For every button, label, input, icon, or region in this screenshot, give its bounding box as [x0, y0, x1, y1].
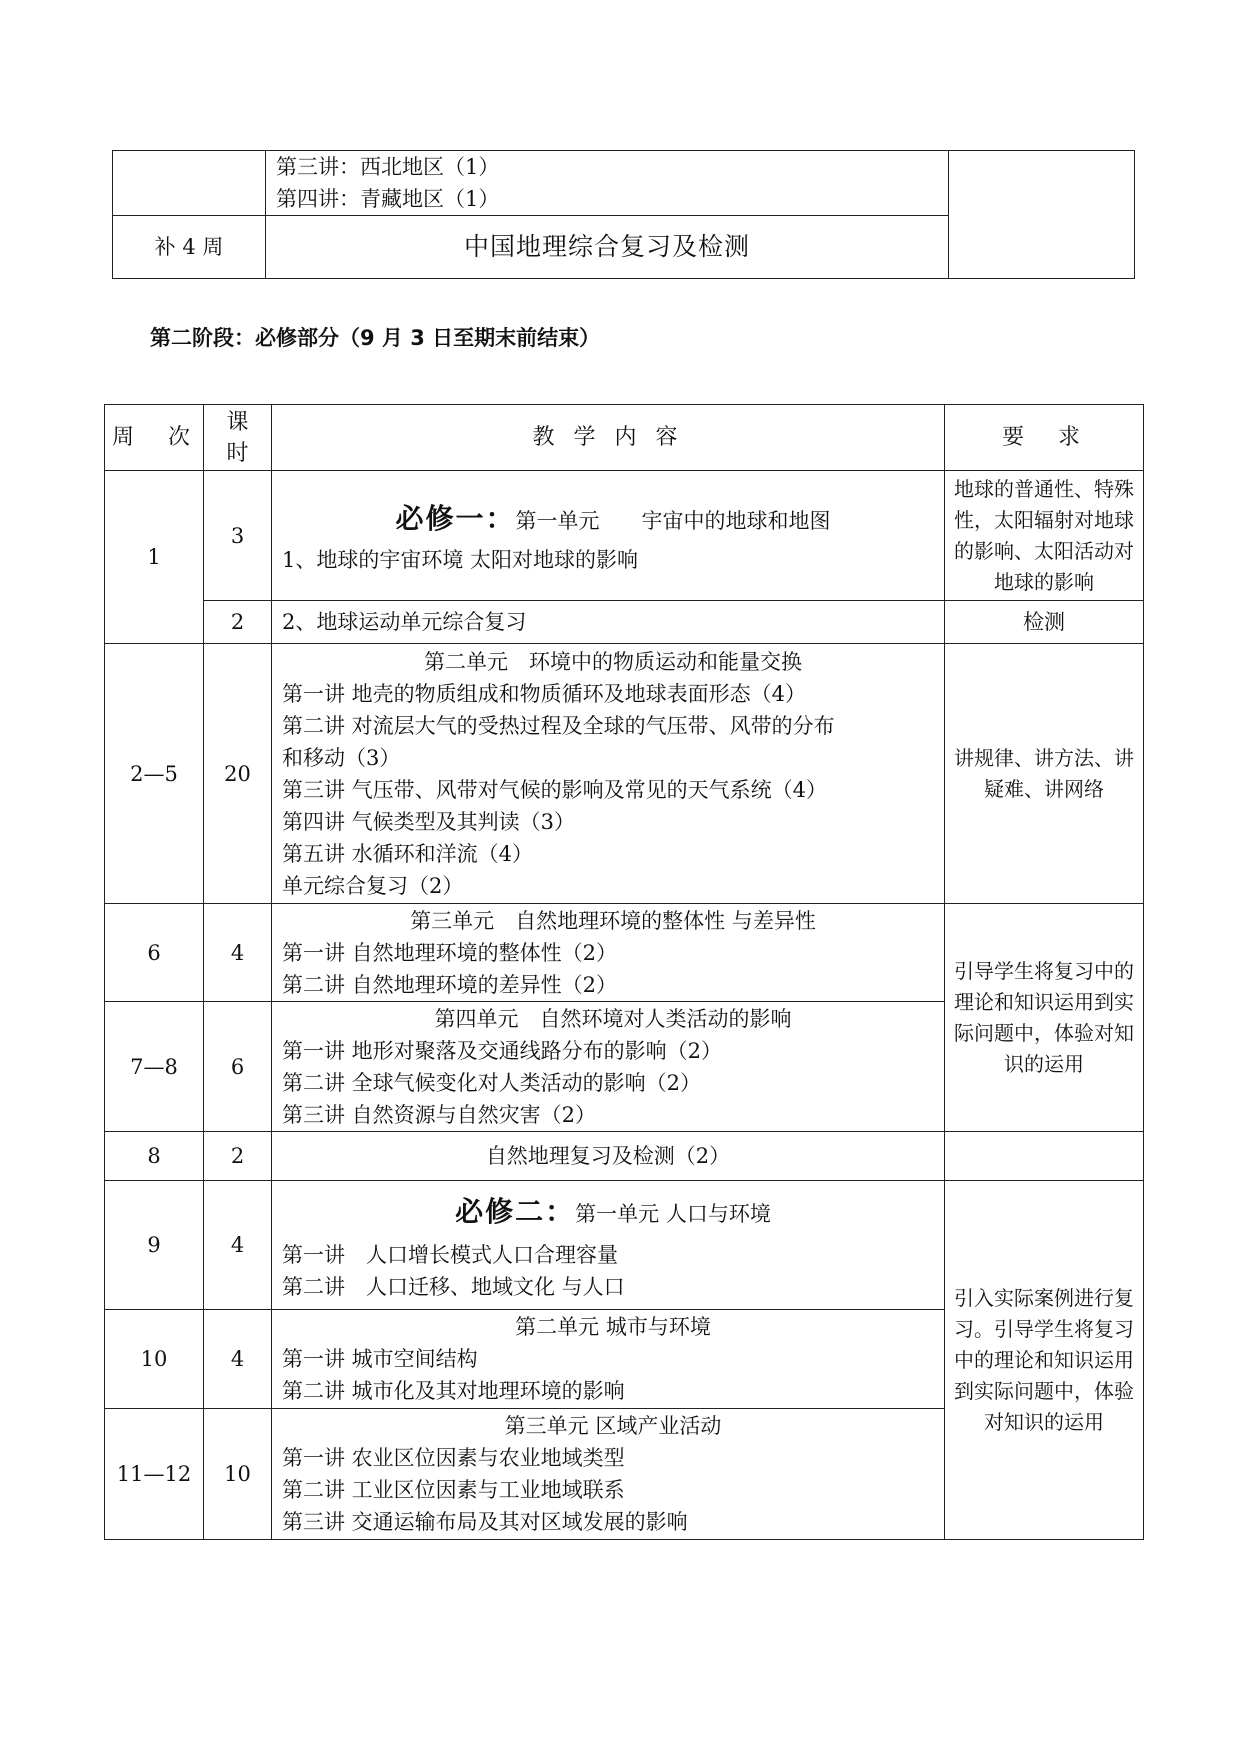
- hours-cell: 4: [204, 904, 272, 1002]
- week-cell: 9: [105, 1181, 204, 1310]
- lecture-line: 单元综合复习（2）: [282, 873, 464, 898]
- lecture-line: 第一讲 人口增长模式人口合理容量: [282, 1243, 618, 1267]
- unit-title: 第一单元 人口与环境: [575, 1202, 771, 1226]
- unit-title: 第二单元 环境中的物质运动和能量交换: [424, 649, 802, 674]
- lecture-line: 1、地球的宇宙环境 太阳对地球的影响: [282, 547, 639, 572]
- lecture-line: 第一讲 自然地理环境的整体性（2）: [282, 940, 618, 965]
- unit-title: 第二单元 城市与环境: [515, 1315, 711, 1339]
- lecture-line: 第二讲 全球气候变化对人类活动的影响（2）: [282, 1070, 702, 1095]
- lecture-line: 第三讲 交通运输布局及其对区域发展的影响: [282, 1510, 688, 1534]
- table-row: [105, 1132, 1144, 1181]
- content-cell: [272, 644, 945, 904]
- content-cell: 自然地理复习及检测（2）: [272, 1132, 945, 1181]
- week-cell: 6: [105, 904, 204, 1002]
- week-cell: 7—8: [105, 1002, 204, 1132]
- requirement-cell: [949, 151, 1135, 279]
- hours-cell: 4: [204, 1181, 272, 1310]
- unit-title: 第三单元 区域产业活动: [504, 1414, 722, 1438]
- week-cell: [113, 151, 266, 216]
- lecture-line: 第三讲：西北地区（1）: [276, 155, 500, 179]
- table-row: [105, 904, 1144, 1002]
- table-row: [105, 644, 1144, 904]
- lecture-line: 第四讲 气候类型及其判读（3）: [282, 809, 576, 834]
- lecture-line: 第四讲：青藏地区（1）: [276, 187, 500, 211]
- requirement-cell: 检测: [945, 601, 1144, 644]
- hours-cell: 2: [204, 601, 272, 644]
- table-row: [105, 601, 1144, 644]
- unit-title: 第四单元 自然环境对人类活动的影响: [434, 1006, 792, 1031]
- hours-cell: 3: [204, 471, 272, 601]
- week-cell: 10: [105, 1310, 204, 1409]
- requirement-cell: 讲规律、讲方法、讲疑难、讲网络: [945, 644, 1144, 904]
- lecture-line: 第二讲 对流层大气的受热过程及全球的气压带、风带的分布: [282, 713, 835, 738]
- module-label: 必修二：: [455, 1195, 576, 1228]
- lecture-line: 第五讲 水循环和洋流（4）: [282, 841, 534, 866]
- requirement-cell: 地球的普通性、特殊性，太阳辐射对地球的影响、太阳活动对地球的影响: [945, 471, 1144, 601]
- hours-cell: 4: [204, 1310, 272, 1409]
- table-row: [105, 1181, 1144, 1310]
- lecture-line: 第二讲 城市化及其对地理环境的影响: [282, 1379, 625, 1403]
- header-row: [105, 405, 1144, 471]
- week-cell: 11—12: [105, 1409, 204, 1540]
- table-row: [113, 151, 1135, 216]
- unit-title: 第一单元 宇宙中的地球和地图: [515, 508, 831, 533]
- lecture-line: 第一讲 地形对聚落及交通线路分布的影响（2）: [282, 1038, 723, 1063]
- content-cell: [266, 151, 949, 216]
- lecture-line: 第一讲 农业区位因素与农业地域类型: [282, 1446, 625, 1470]
- content-cell: [272, 1181, 945, 1310]
- section-heading: 第二阶段：必修部分（9 月 3 日至期末前结束）: [150, 326, 601, 350]
- lecture-line: 第三讲 自然资源与自然灾害（2）: [282, 1102, 597, 1127]
- schedule-table: [104, 404, 1144, 1540]
- header-requirement: 要 求: [945, 405, 1144, 471]
- header-hours: 课 时: [204, 405, 272, 471]
- lecture-line: 第二讲 自然地理环境的差异性（2）: [282, 972, 618, 997]
- week-cell: 8: [105, 1132, 204, 1181]
- lecture-line: 和移动（3）: [282, 745, 401, 770]
- content-cell: 中国地理综合复习及检测: [266, 216, 949, 279]
- previous-schedule-table: [112, 150, 1135, 279]
- hours-cell: 6: [204, 1002, 272, 1132]
- week-cell: 2—5: [105, 644, 204, 904]
- unit-title: 第三单元 自然地理环境的整体性 与差异性: [410, 908, 816, 933]
- week-cell: 补 4 周: [113, 216, 266, 279]
- header-content: 教 学 内 容: [272, 405, 945, 471]
- content-cell: [272, 1409, 945, 1540]
- requirement-cell: 引入实际案例进行复习。引导学生将复习中的理论和知识运用到实际问题中，体验对知识的运用: [945, 1181, 1144, 1540]
- content-cell: [272, 471, 945, 601]
- lecture-line: 第二讲 工业区位因素与工业地域联系: [282, 1478, 625, 1502]
- week-cell: 1: [105, 471, 204, 644]
- hours-cell: 10: [204, 1409, 272, 1540]
- hours-cell: 2: [204, 1132, 272, 1181]
- lecture-line: 第三讲 气压带、风带对气候的影响及常见的天气系统（4）: [282, 777, 828, 802]
- module-label: 必修一：: [395, 501, 516, 535]
- requirement-cell: [945, 1132, 1144, 1181]
- lecture-line: 第一讲 城市空间结构: [282, 1347, 478, 1371]
- content-cell: [272, 1002, 945, 1132]
- lecture-line: 第一讲 地壳的物质组成和物质循环及地球表面形态（4）: [282, 681, 807, 706]
- content-cell: [272, 1310, 945, 1409]
- hours-cell: 20: [204, 644, 272, 904]
- content-cell: 2、地球运动单元综合复习: [272, 601, 945, 644]
- header-week: 周 次: [105, 405, 204, 471]
- requirement-cell: 引导学生将复习中的理论和知识运用到实际问题中，体验对知识的运用: [945, 904, 1144, 1132]
- table-row: [105, 471, 1144, 601]
- content-cell: [272, 904, 945, 1002]
- lecture-line: 第二讲 人口迁移、地域文化 与人口: [282, 1275, 625, 1299]
